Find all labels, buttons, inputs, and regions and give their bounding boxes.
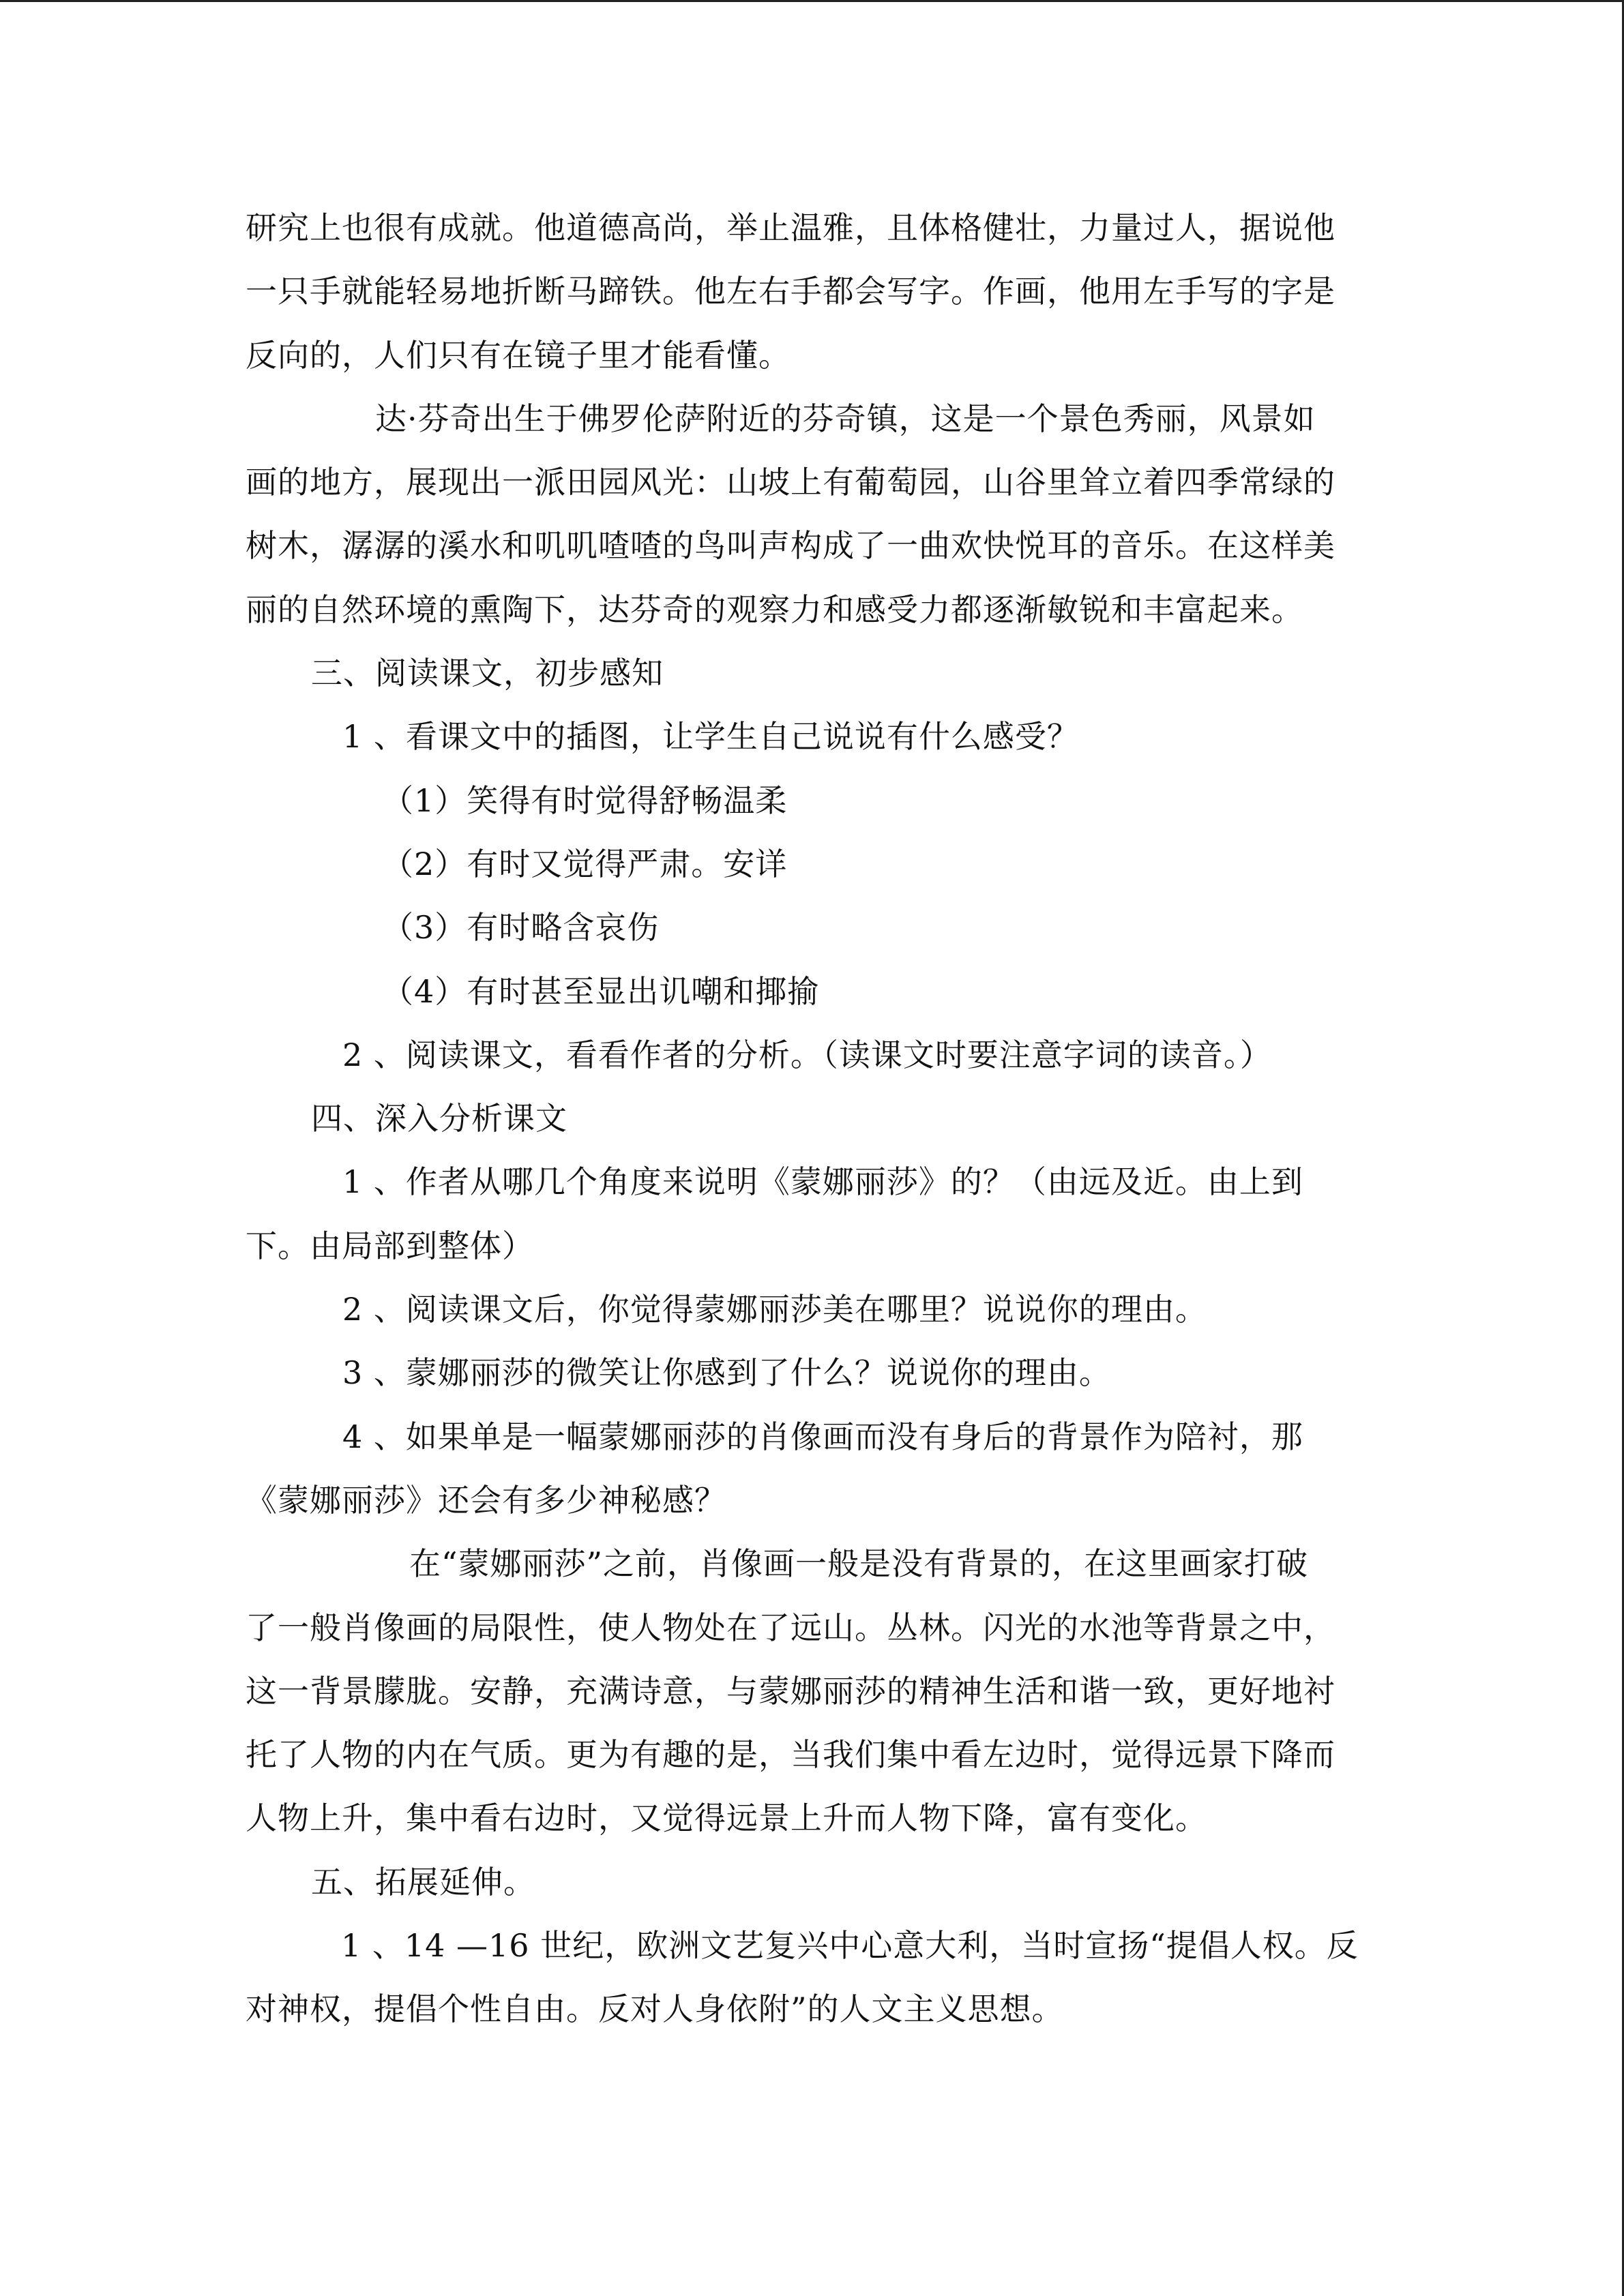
list-item: 2 、阅读课文后，你觉得蒙娜丽莎美在哪里？说说你的理由。 <box>342 1291 1207 1328</box>
paragraph-line: 这一背景朦胧。安静，充满诗意，与蒙娜丽莎的精神生活和谐一致，更好地衬 <box>246 1672 1335 1710</box>
document-body <box>246 196 1378 2042</box>
section-heading: 五、拓展延伸。 <box>311 1863 535 1900</box>
list-item: 1 、作者从哪几个角度来说明《蒙娜丽莎》的？（由远及近。由上到 <box>342 1163 1303 1201</box>
sub-list-item: （4）有时甚至显出讥嘲和揶揄 <box>382 972 820 1010</box>
paragraph-line: 树木，潺潺的溪水和叽叽喳喳的鸟叫声构成了一曲欢快悦耳的音乐。在这样美 <box>246 527 1335 565</box>
paragraph-line: 《蒙娜丽莎》还会有多少神秘感？ <box>246 1481 726 1519</box>
list-item: 3 、蒙娜丽莎的微笑让你感到了什么？说说你的理由。 <box>342 1354 1111 1392</box>
page-border-top <box>0 0 1624 2</box>
sub-list-item: （1）笑得有时觉得舒畅温柔 <box>382 781 788 819</box>
section-heading: 四、深入分析课文 <box>311 1100 567 1137</box>
paragraph-line: 达·芬奇出生于佛罗伦萨附近的芬奇镇，这是一个景色秀丽，风景如 <box>375 400 1316 437</box>
paragraph-line: 在“蒙娜丽莎”之前，肖像画一般是没有背景的，在这里画家打破 <box>409 1545 1309 1583</box>
paragraph-line: 了一般肖像画的局限性，使人物处在了远山。丛林。闪光的水池等背景之中， <box>246 1609 1335 1646</box>
sub-list-item: （2）有时又觉得严肃。安详 <box>382 845 788 882</box>
paragraph-line: 下。由局部到整体） <box>246 1227 534 1264</box>
paragraph-line: 研究上也很有成就。他道德高尚，举止温雅，且体格健壮，力量过人，据说他 <box>246 209 1335 246</box>
list-item: 4 、如果单是一幅蒙娜丽莎的肖像画而没有身后的背景作为陪衬，那 <box>342 1418 1303 1455</box>
list-item: 2 、阅读课文，看看作者的分析。（读课文时要注意字词的读音。） <box>342 1036 1272 1073</box>
paragraph-line: 丽的自然环境的熏陶下，达芬奇的观察力和感受力都逐渐敏锐和丰富起来。 <box>246 591 1303 628</box>
paragraph-line: 画的地方，展现出一派田园风光：山坡上有葡萄园，山谷里耸立着四季常绿的 <box>246 464 1335 501</box>
list-item: 1 、看课文中的插图，让学生自己说说有什么感受？ <box>342 718 1079 756</box>
paragraph-line: 一只手就能轻易地折断马蹄铁。他左右手都会写字。作画，他用左手写的字是 <box>246 273 1335 310</box>
section-heading: 三、阅读课文，初步感知 <box>311 655 664 692</box>
paragraph-line: 托了人物的内在气质。更为有趣的是，当我们集中看左边时，觉得远景下降而 <box>246 1736 1335 1774</box>
paragraph-line: 反向的，人们只有在镜子里才能看懂。 <box>246 336 791 374</box>
paragraph-line: 对神权，提倡个性自由。反对人身依附”的人文主义思想。 <box>246 1991 1064 2028</box>
list-item: 1 、14 —16 世纪，欧洲文艺复兴中心意大利，当时宣扬“提倡人权。反 <box>341 1927 1359 1965</box>
paragraph-line: 人物上升，集中看右边时，又觉得远景上升而人物下降，富有变化。 <box>246 1800 1207 1837</box>
sub-list-item: （3）有时略含哀伤 <box>382 909 660 946</box>
